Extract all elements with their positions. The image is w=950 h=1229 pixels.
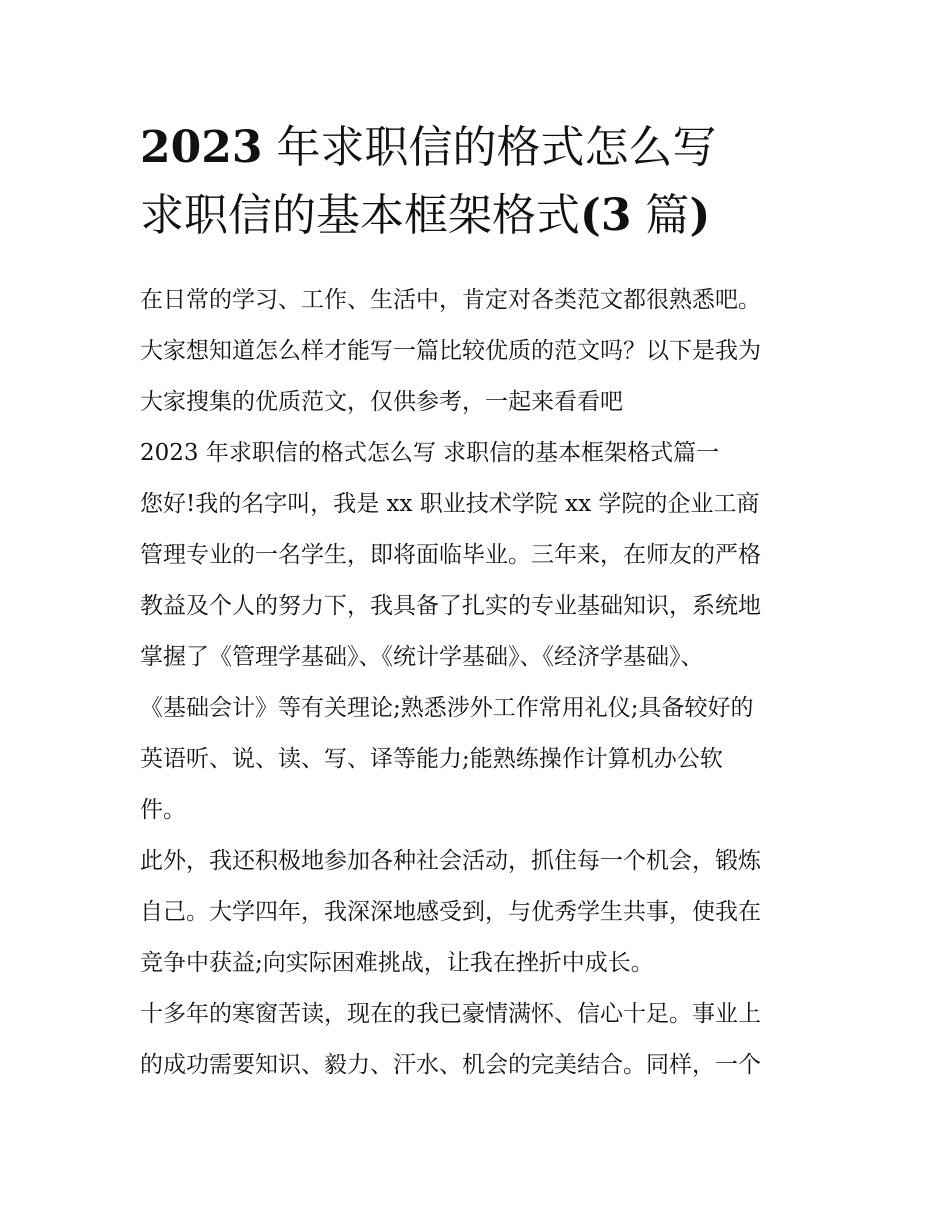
intro-paragraph	[140, 278, 820, 431]
text-line: 掌握了《管理学基础》、《统计学基础》、《经济学基础》、	[140, 644, 704, 670]
title-line-1: 2023 年求职信的格式怎么写	[140, 122, 717, 173]
body-paragraph	[140, 992, 820, 1094]
text-line: 在日常的学习、工作、生活中，肯定对各类范文都很熟悉吧。	[140, 287, 761, 313]
text-line: 《基础会计》等有关理论;熟悉涉外工作常用礼仪;具备较好的	[140, 695, 754, 721]
text-line: 竞争中获益;向实际困难挑战，让我在挫折中成长。	[140, 950, 654, 976]
document-title	[140, 114, 840, 250]
text-line: 管理专业的一名学生，即将面临毕业。三年来，在师友的严格	[140, 542, 761, 568]
body-paragraph	[140, 839, 820, 992]
text-line: 英语听、说、读、写、译等能力;能熟练操作计算机办公软	[140, 746, 723, 772]
section-heading	[140, 431, 820, 482]
title-line-2: 求职信的基本框架格式(3 篇)	[140, 190, 711, 241]
document-body	[140, 278, 820, 1094]
text-line: 大家想知道怎么样才能写一篇比较优质的范文吗？以下是我为	[140, 338, 761, 364]
text-line: 此外，我还积极地参加各种社会活动，抓住每一个机会，锻炼	[140, 848, 761, 874]
text-line: 十多年的寒窗苦读，现在的我已豪情满怀、信心十足。事业上	[140, 1001, 761, 1027]
text-line: 件。	[140, 797, 186, 823]
text-line: 2023 年求职信的格式怎么写 求职信的基本框架格式篇一	[140, 440, 720, 466]
text-line: 的成功需要知识、毅力、汗水、机会的完美结合。同样，一个	[140, 1052, 761, 1078]
text-line: 大家搜集的优质范文，仅供参考，一起来看看吧	[140, 389, 623, 415]
text-line: 教益及个人的努力下，我具备了扎实的专业基础知识，系统地	[140, 593, 761, 619]
body-paragraph	[140, 482, 820, 839]
text-line: 自己。大学四年，我深深地感受到，与优秀学生共事，使我在	[140, 899, 761, 925]
text-line: 您好!我的名字叫，我是 xx 职业技术学院 xx 学院的企业工商	[140, 491, 760, 517]
